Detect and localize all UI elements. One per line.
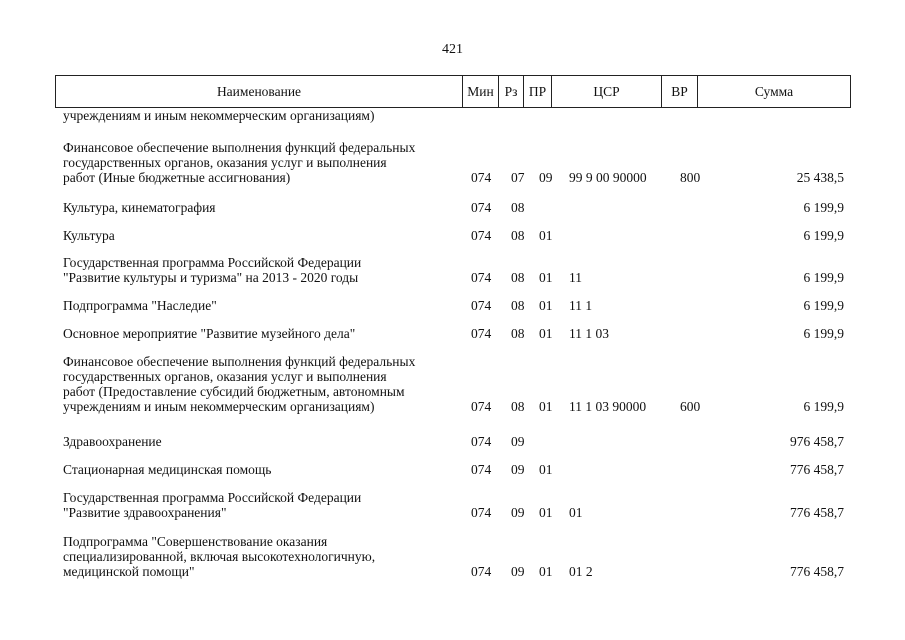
cell-min: 074	[471, 434, 492, 449]
cell-pr: 01	[539, 298, 553, 313]
cell-min: 074	[471, 228, 492, 243]
cell-rz: 09	[511, 564, 525, 579]
row-name	[63, 140, 460, 185]
cell-csr: 01	[569, 505, 583, 520]
cell-sum: 6 199,9	[803, 228, 844, 243]
row-name-line: медицинской помощи"	[63, 564, 195, 579]
cell-sum: 776 458,7	[790, 564, 844, 579]
cell-sum: 776 458,7	[790, 462, 844, 477]
header-pr: ПР	[524, 76, 552, 108]
row-name-line: Финансовое обеспечение выполнения функций федеральных	[63, 354, 416, 369]
cell-rz: 08	[511, 200, 525, 215]
cell-min: 074	[471, 170, 492, 185]
row-name-line: Подпрограмма "Совершенствование оказания	[63, 534, 328, 549]
cell-pr: 01	[539, 228, 553, 243]
cell-sum: 25 438,5	[796, 170, 844, 185]
cell-csr: 11 1 03 90000	[569, 399, 647, 414]
cell-rz: 08	[511, 326, 525, 341]
cell-csr: 11 1 03	[569, 326, 609, 341]
cell-csr: 01 2	[569, 564, 593, 579]
cell-csr: 99 9 00 90000	[569, 170, 647, 185]
cell-min: 074	[471, 462, 492, 477]
header-rz: Рз	[499, 76, 524, 108]
cell-rz: 07	[511, 170, 525, 185]
cell-min: 074	[471, 270, 492, 285]
row-name	[63, 255, 460, 285]
row-name-line: Основное мероприятие "Развитие музейного дела"	[63, 326, 356, 341]
cell-sum: 6 199,9	[803, 298, 844, 313]
cell-rz: 08	[511, 399, 525, 414]
row-name-line: работ (Предоставление субсидий бюджетным, автономным	[63, 384, 405, 399]
row-name-line: работ (Иные бюджетные ассигнования)	[63, 170, 291, 185]
cell-pr: 09	[539, 170, 553, 185]
cell-pr: 01	[539, 564, 553, 579]
cell-sum: 976 458,7	[790, 434, 844, 449]
cell-sum: 6 199,9	[803, 200, 844, 215]
cell-pr: 01	[539, 505, 553, 520]
row-name	[63, 462, 460, 477]
row-name	[63, 108, 460, 123]
row-name-line: Культура, кинематография	[63, 200, 216, 215]
cell-sum: 776 458,7	[790, 505, 844, 520]
row-name	[63, 354, 460, 414]
cell-sum: 6 199,9	[803, 270, 844, 285]
row-name	[63, 490, 460, 520]
row-name-line: Государственная программа Российской Федерации	[63, 255, 362, 270]
cell-pr: 01	[539, 270, 553, 285]
header-vr: ВР	[662, 76, 698, 108]
cell-vr: 600	[680, 399, 701, 414]
cell-pr: 01	[539, 399, 553, 414]
cell-sum: 6 199,9	[803, 326, 844, 341]
cell-min: 074	[471, 564, 492, 579]
cell-vr: 800	[680, 170, 701, 185]
cell-min: 074	[471, 326, 492, 341]
header-csr: ЦСР	[552, 76, 662, 108]
cell-pr: 01	[539, 326, 553, 341]
row-name	[63, 326, 460, 341]
header-min: Мин	[463, 76, 499, 108]
cell-min: 074	[471, 200, 492, 215]
cell-min: 074	[471, 298, 492, 313]
row-name-line: Стационарная медицинская помощь	[63, 462, 272, 477]
cell-rz: 09	[511, 505, 525, 520]
row-name-line: государственных органов, оказания услуг и выполнения	[63, 155, 387, 170]
row-name-line: Финансовое обеспечение выполнения функций федеральных	[63, 140, 416, 155]
page-number: 421	[442, 42, 463, 57]
row-name	[63, 298, 460, 313]
row-name	[63, 534, 460, 579]
cell-rz: 08	[511, 270, 525, 285]
row-name-line: "Развитие культуры и туризма" на 2013 - 2020 годы	[63, 270, 359, 285]
row-name-line: специализированной, включая высокотехнологичную,	[63, 549, 376, 564]
header-sum: Сумма	[698, 76, 851, 108]
table-header	[55, 75, 851, 108]
cell-csr: 11	[569, 270, 582, 285]
cell-csr: 11 1	[569, 298, 593, 313]
row-name-line: Подпрограмма "Наследие"	[63, 298, 217, 313]
row-name-line: учреждениям и иным некоммерческим организациям)	[63, 108, 375, 123]
row-name-line: Культура	[63, 228, 115, 243]
row-name	[63, 228, 460, 243]
cell-rz: 08	[511, 298, 525, 313]
row-name	[63, 200, 460, 215]
row-name-line: государственных органов, оказания услуг и выполнения	[63, 369, 387, 384]
row-name	[63, 434, 460, 449]
cell-sum: 6 199,9	[803, 399, 844, 414]
cell-rz: 08	[511, 228, 525, 243]
header-name: Наименование	[56, 76, 463, 108]
cell-pr: 01	[539, 462, 553, 477]
cell-rz: 09	[511, 462, 525, 477]
row-name-line: учреждениям и иным некоммерческим организациям)	[63, 399, 375, 414]
cell-min: 074	[471, 505, 492, 520]
cell-min: 074	[471, 399, 492, 414]
row-name-line: Здравоохранение	[63, 434, 162, 449]
row-name-line: "Развитие здравоохранения"	[63, 505, 227, 520]
cell-rz: 09	[511, 434, 525, 449]
row-name-line: Государственная программа Российской Федерации	[63, 490, 362, 505]
